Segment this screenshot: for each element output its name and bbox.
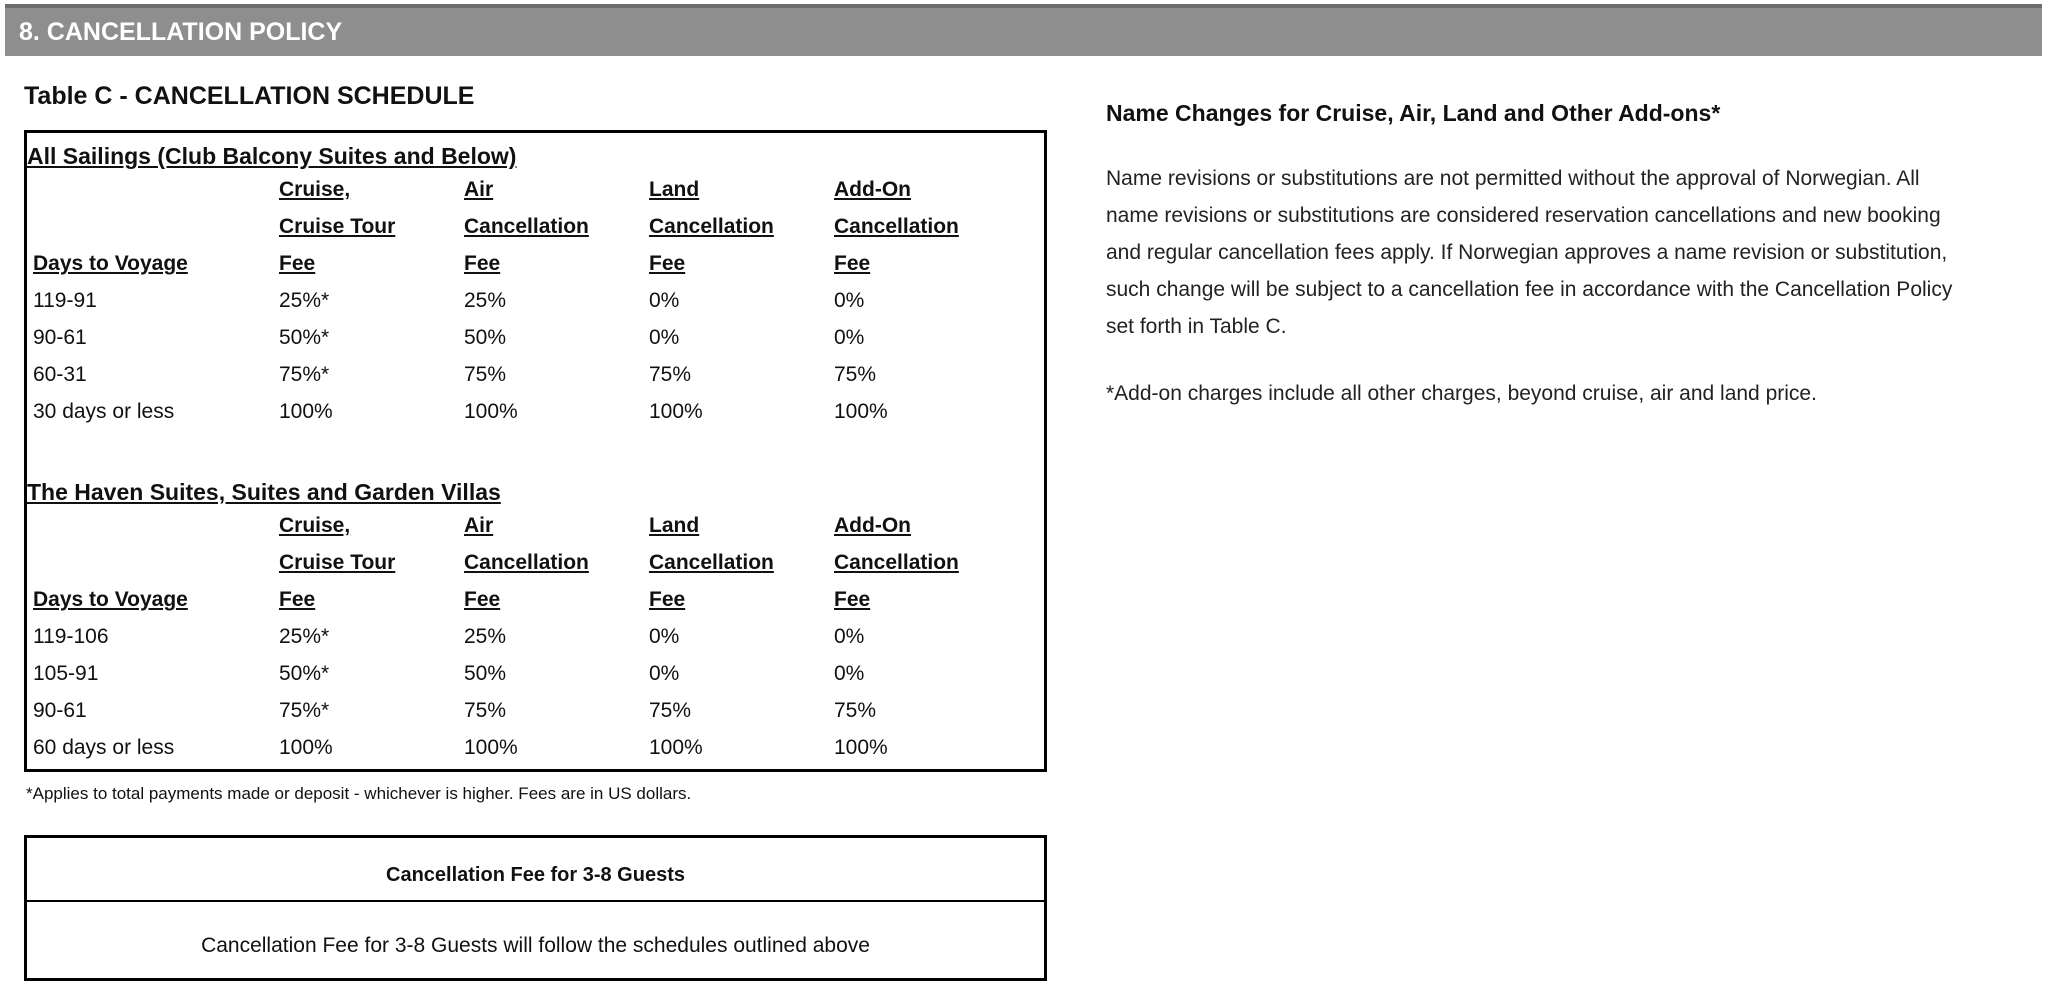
header-air-line3: Fee xyxy=(464,588,501,611)
table-cell: 119-106 xyxy=(33,625,109,648)
table-cell: 0% xyxy=(649,289,680,312)
table-cell: 60-31 xyxy=(33,363,87,386)
table-footnote: *Applies to total payments made or deposit - whichever is higher. Fees are in US dollars. xyxy=(26,784,692,803)
add-on-note: *Add-on charges include all other charges, beyond cruise, air and land price. xyxy=(1106,382,1817,405)
table-cell: 50% xyxy=(464,662,507,685)
header-cruise-line1: Cruise, xyxy=(279,514,351,537)
table-cell: 100% xyxy=(834,400,888,423)
table-cell: 0% xyxy=(834,625,865,648)
table-cell: 25% xyxy=(464,625,507,648)
table-cell: 75%* xyxy=(279,699,330,722)
table-cell: 75% xyxy=(464,363,507,386)
header-air-line1: Air xyxy=(464,514,494,537)
header-land-line1: Land xyxy=(649,178,700,201)
header-cruise-line3: Fee xyxy=(279,252,316,275)
header-addon-line3: Fee xyxy=(834,588,871,611)
section-title: 8. CANCELLATION POLICY xyxy=(19,18,343,46)
table-cell: 0% xyxy=(649,326,680,349)
header-cruise-line1: Cruise, xyxy=(279,178,351,201)
table-cell: 0% xyxy=(649,662,680,685)
table-cell: 75% xyxy=(834,699,877,722)
header-air-line3: Fee xyxy=(464,252,501,275)
table-cell: 0% xyxy=(834,289,865,312)
header-land-line3: Fee xyxy=(649,588,686,611)
guest-fee-text: Cancellation Fee for 3-8 Guests will follow the schedules outlined above xyxy=(201,934,870,957)
header-land-line1: Land xyxy=(649,514,700,537)
paragraph-line: such change will be subject to a cancellation fee in accordance with the Cancellation Policy xyxy=(1106,278,1953,301)
table-cell: 25%* xyxy=(279,625,330,648)
table-cell: 100% xyxy=(649,400,703,423)
header-air-line2: Cancellation xyxy=(464,551,589,574)
paragraph-line: name revisions or substitutions are considered reservation cancellations and new booking xyxy=(1106,204,1941,227)
table-cell: 100% xyxy=(834,736,888,759)
table-cell: 100% xyxy=(279,400,333,423)
table-cell: 25% xyxy=(464,289,507,312)
guest-fee-divider xyxy=(27,900,1044,902)
header-addon-line2: Cancellation xyxy=(834,215,959,238)
name-changes-paragraph xyxy=(1106,160,2036,345)
table-cell: 0% xyxy=(834,326,865,349)
group-title-haven-suites: The Haven Suites, Suites and Garden Villas xyxy=(27,479,501,505)
table-cell: 90-61 xyxy=(33,326,87,349)
table-cell: 50%* xyxy=(279,326,330,349)
section-header xyxy=(5,8,2042,56)
header-addon-line1: Add-On xyxy=(834,178,911,201)
table-cell: 75% xyxy=(649,363,692,386)
header-addon-line1: Add-On xyxy=(834,514,911,537)
name-changes-title: Name Changes for Cruise, Air, Land and Other Add-ons* xyxy=(1106,100,1721,126)
cancellation-schedule-table xyxy=(24,130,1047,772)
table-cell: 75% xyxy=(464,699,507,722)
table-cell: 0% xyxy=(834,662,865,685)
table-cell: 0% xyxy=(649,625,680,648)
header-land-line2: Cancellation xyxy=(649,215,774,238)
table-cell: 105-91 xyxy=(33,662,99,685)
header-days-to-voyage: Days to Voyage xyxy=(33,252,188,275)
table-cell: 60 days or less xyxy=(33,736,175,759)
paragraph-line: set forth in Table C. xyxy=(1106,315,1287,338)
table-cell: 50% xyxy=(464,326,507,349)
table-cell: 100% xyxy=(279,736,333,759)
header-addon-line2: Cancellation xyxy=(834,551,959,574)
table-cell: 100% xyxy=(464,736,518,759)
header-days-to-voyage: Days to Voyage xyxy=(33,588,188,611)
header-cruise-line2: Cruise Tour xyxy=(279,215,396,238)
table-cell: 75% xyxy=(834,363,877,386)
header-addon-line3: Fee xyxy=(834,252,871,275)
table-cell: 100% xyxy=(649,736,703,759)
guest-fee-title: Cancellation Fee for 3-8 Guests xyxy=(386,864,685,886)
table-title: Table C - CANCELLATION SCHEDULE xyxy=(24,82,475,110)
paragraph-line: Name revisions or substitutions are not permitted without the approval of Norwegian. All xyxy=(1106,167,1920,190)
header-cruise-line2: Cruise Tour xyxy=(279,551,396,574)
paragraph-line: and regular cancellation fees apply. If Norwegian approves a name revision or substitution, xyxy=(1106,241,1948,264)
table-cell: 119-91 xyxy=(33,289,97,312)
table-cell: 75%* xyxy=(279,363,330,386)
header-land-line3: Fee xyxy=(649,252,686,275)
table-cell: 75% xyxy=(649,699,692,722)
header-cruise-line3: Fee xyxy=(279,588,316,611)
group-title-all-sailings: All Sailings (Club Balcony Suites and Below) xyxy=(27,143,517,169)
table-cell: 25%* xyxy=(279,289,330,312)
table-cell: 30 days or less xyxy=(33,400,175,423)
header-air-line2: Cancellation xyxy=(464,215,589,238)
guest-fee-box xyxy=(24,835,1047,981)
header-air-line1: Air xyxy=(464,178,494,201)
table-cell: 100% xyxy=(464,400,518,423)
table-cell: 50%* xyxy=(279,662,330,685)
table-cell: 90-61 xyxy=(33,699,87,722)
header-land-line2: Cancellation xyxy=(649,551,774,574)
